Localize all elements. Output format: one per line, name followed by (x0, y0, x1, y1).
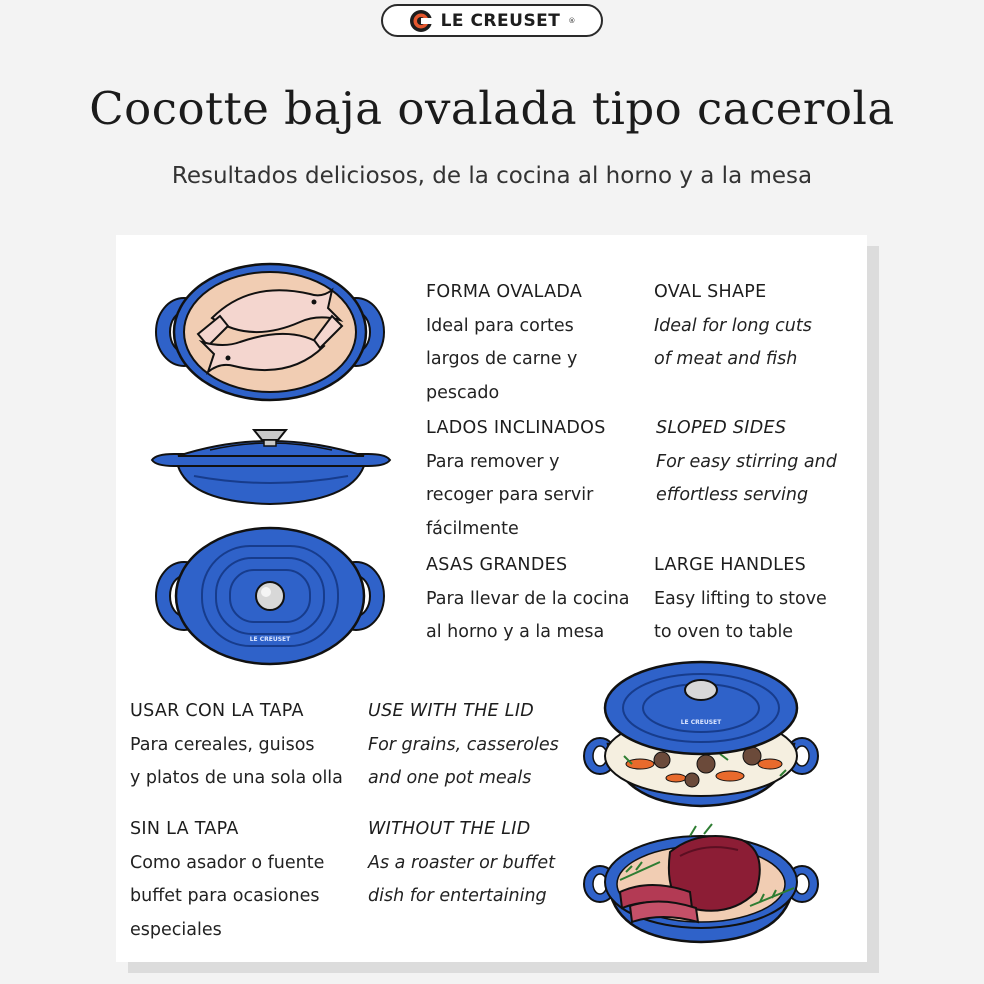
feature-2-es-line: recoger para servir (426, 485, 594, 505)
page-title: Cocotte baja ovalada tipo cacerola (89, 82, 895, 135)
feature-2-en-heading: SLOPED SIDES (656, 418, 787, 438)
feature-3-en-line: to oven to table (654, 622, 794, 642)
feature-5-es-line: buffet para ocasiones (130, 886, 320, 906)
pan-with-lid-and-rice-icon (580, 660, 822, 810)
pan-top-view-lid-icon (152, 524, 388, 668)
feature-2-es-line: fácilmente (426, 518, 519, 539)
feature-3-es-line: al horno y a la mesa (426, 622, 605, 642)
feature-4-en-heading: USE WITH THE LID (368, 701, 535, 721)
feature-2-es-heading: LADOS INCLINADOS (426, 418, 606, 438)
feature-4-en-line: For grains, casseroles (368, 734, 559, 755)
pan-side-view-icon (150, 418, 392, 510)
feature-2-es-line: Para remover y (426, 451, 560, 472)
feature-1-es-line: largos de carne y (426, 349, 578, 369)
feature-2-en (656, 412, 837, 513)
feature-5-es (130, 813, 324, 947)
feature-1-en-line: of meat and fish (654, 349, 798, 369)
feature-5-en-line: As a roaster or buffet (368, 852, 555, 873)
feature-2-en-line: effortless serving (656, 485, 809, 505)
lid-stamp-text: LE CREUSET (249, 636, 291, 643)
lid-stamp-text: LE CREUSET (680, 719, 722, 726)
feature-5-es-line: Como asador o fuente (130, 852, 325, 873)
feature-1-es (426, 276, 582, 410)
feature-4-en-line: and one pot meals (368, 768, 532, 788)
feature-5-en (368, 813, 555, 914)
feature-5-es-heading: SIN LA TAPA (130, 819, 239, 839)
feature-3-en (654, 549, 827, 650)
brand-name: LE CREUSET (440, 10, 561, 31)
feature-2-en-line: For easy stirring and (656, 451, 837, 472)
feature-1-es-line: pescado (426, 382, 500, 403)
brand-logo-mark-icon (409, 9, 433, 33)
feature-5-es-line: especiales (130, 919, 222, 940)
feature-3-es-heading: ASAS GRANDES (426, 555, 568, 575)
feature-4-es-heading: USAR CON LA TAPA (130, 701, 304, 721)
feature-1-es-heading: FORMA OVALADA (426, 282, 583, 302)
feature-3-en-line: Easy lifting to stove (654, 588, 827, 609)
feature-5-en-heading: WITHOUT THE LID (368, 819, 531, 839)
page-subtitle: Resultados deliciosos, de la cocina al horno y a la mesa (171, 163, 813, 189)
feature-1-en-line: Ideal for long cuts (654, 315, 812, 336)
feature-4-en (368, 695, 559, 796)
pan-with-roast-icon (580, 822, 822, 946)
feature-4-es-line: y platos de una sola olla (130, 768, 343, 788)
feature-1-en (654, 276, 812, 377)
feature-1-es-line: Ideal para cortes (426, 315, 574, 336)
brand-registered-mark: ® (568, 16, 576, 25)
feature-4-es (130, 695, 343, 796)
oval-pan-with-fish-icon (150, 260, 390, 404)
brand-logo (381, 4, 603, 37)
feature-1-en-heading: OVAL SHAPE (654, 282, 767, 302)
feature-2-es (426, 412, 606, 546)
feature-4-es-line: Para cereales, guisos (130, 734, 315, 755)
feature-3-es (426, 549, 630, 650)
feature-5-en-line: dish for entertaining (368, 886, 547, 906)
feature-3-es-line: Para llevar de la cocina (426, 588, 630, 609)
feature-3-en-heading: LARGE HANDLES (654, 555, 806, 575)
